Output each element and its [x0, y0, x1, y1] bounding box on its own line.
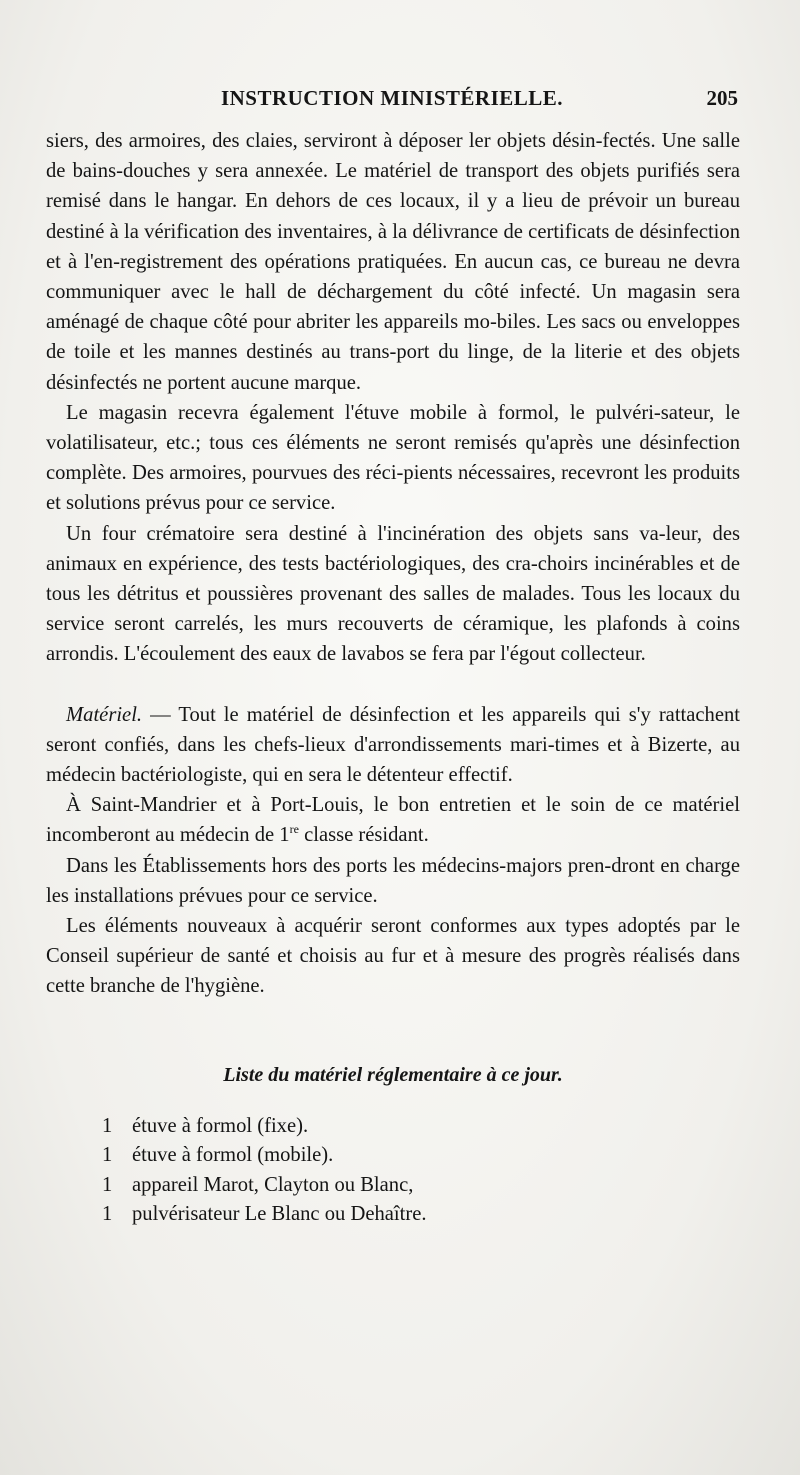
list-item	[102, 1112, 740, 1142]
paragraph-materiel-text: — Tout le matériel de désinfection et les appareils qui s'y rattachent seront confiés, dans les chefs-lieux d'arrondissements mari-times et à Bizerte, au médecin bactériologiste, qui en sera le détenteur effectif.	[46, 703, 740, 787]
paragraph-elements-nouveaux: Les éléments nouveaux à acquérir seront conformes aux types adoptés par le Conseil supérieur de santé et choisis au fur et à mesure des progrès réalisés dans cette branche de l'hygiène.	[46, 915, 740, 998]
paragraph-etablissements: Dans les Établissements hors des ports les médecins-majors pren-dront en charge les installations prévues pour ce service.	[46, 854, 740, 907]
list-item-text: appareil Marot, Clayton ou Blanc,	[132, 1173, 414, 1196]
paragraph-four-crematoire: Un four crématoire sera destiné à l'incinération des objets sans va-leur, des animaux en expérience, des tests bactériologiques, des cra-choirs incinérables et de tous les détritus et poussières provenant des salles de malades. Tous les locaux du service seront carrelés, les murs recouverts de céramique, les plafonds à coins arrondis. L'écoulement des eaux de lavabos se fera par l'égout collecteur.	[46, 522, 740, 666]
page-body	[46, 126, 740, 1230]
list-item	[102, 1171, 740, 1201]
list-item-quantity: 1	[102, 1203, 113, 1226]
page-number: 205	[706, 86, 738, 110]
list-item-text: étuve à formol (fixe).	[132, 1114, 309, 1137]
list-item	[102, 1200, 740, 1230]
paragraph-magasin: Le magasin recevra également l'étuve mobile à formol, le pulvéri-sateur, le volatilisateur, etc.; tous ces éléments ne seront remisés qu'après une désinfection complète. Des armoires, pourvues des réci-pients nécessaires, recevront les produits et solutions prévus pour ce service.	[46, 401, 740, 515]
list-title: Liste du matériel réglementaire à ce jour.	[223, 1063, 563, 1086]
list-item-quantity: 1	[102, 1144, 113, 1167]
section-label-materiel: Matériel.	[66, 703, 143, 726]
list-item	[102, 1141, 740, 1171]
paragraph-materiel	[46, 700, 740, 791]
page-header	[46, 86, 738, 116]
list-item-quantity: 1	[102, 1114, 113, 1137]
paragraph-continuation: siers, des armoires, des claies, serviront à déposer ler objets désin-fectés. Une salle de bains-douches y sera annexée. Le matériel de transport des objets purifiés sera remisé dans le hangar. En dehors de ces locaux, il y a lieu de prévoir un bureau destiné à la vérification des inventaires, à la délivrance de certificats de désinfection et à l'en-registrement des opérations pratiquées. En aucun cas, ce bureau ne devra communiquer avec le hall de déchargement du côté infecté. Un magasin sera aménagé de chaque côté pour abriter les appareils mo-biles. Les sacs ou enveloppes de toile et les mannes destinés au trans-port du linge, de la literie et des objets désinfectés ne portent aucune marque.	[46, 130, 740, 394]
list-item-text: pulvérisateur Le Blanc ou Dehaître.	[132, 1203, 427, 1226]
paragraph-saint-mandrier-text: À Saint-Mandrier et à Port-Louis, le bon entretien et le soin de ce matériel incomberont au médecin de 1	[46, 794, 740, 847]
list-item-quantity: 1	[102, 1173, 113, 1196]
paragraph-saint-mandrier-end: classe résidant.	[298, 824, 429, 847]
list-item-text: étuve à formol (mobile).	[132, 1144, 334, 1167]
equipment-list	[46, 1112, 740, 1230]
paragraph-saint-mandrier	[46, 790, 740, 850]
running-title: INSTRUCTION MINISTÉRIELLE.	[220, 86, 564, 110]
ordinal-superscript: re	[289, 822, 299, 837]
